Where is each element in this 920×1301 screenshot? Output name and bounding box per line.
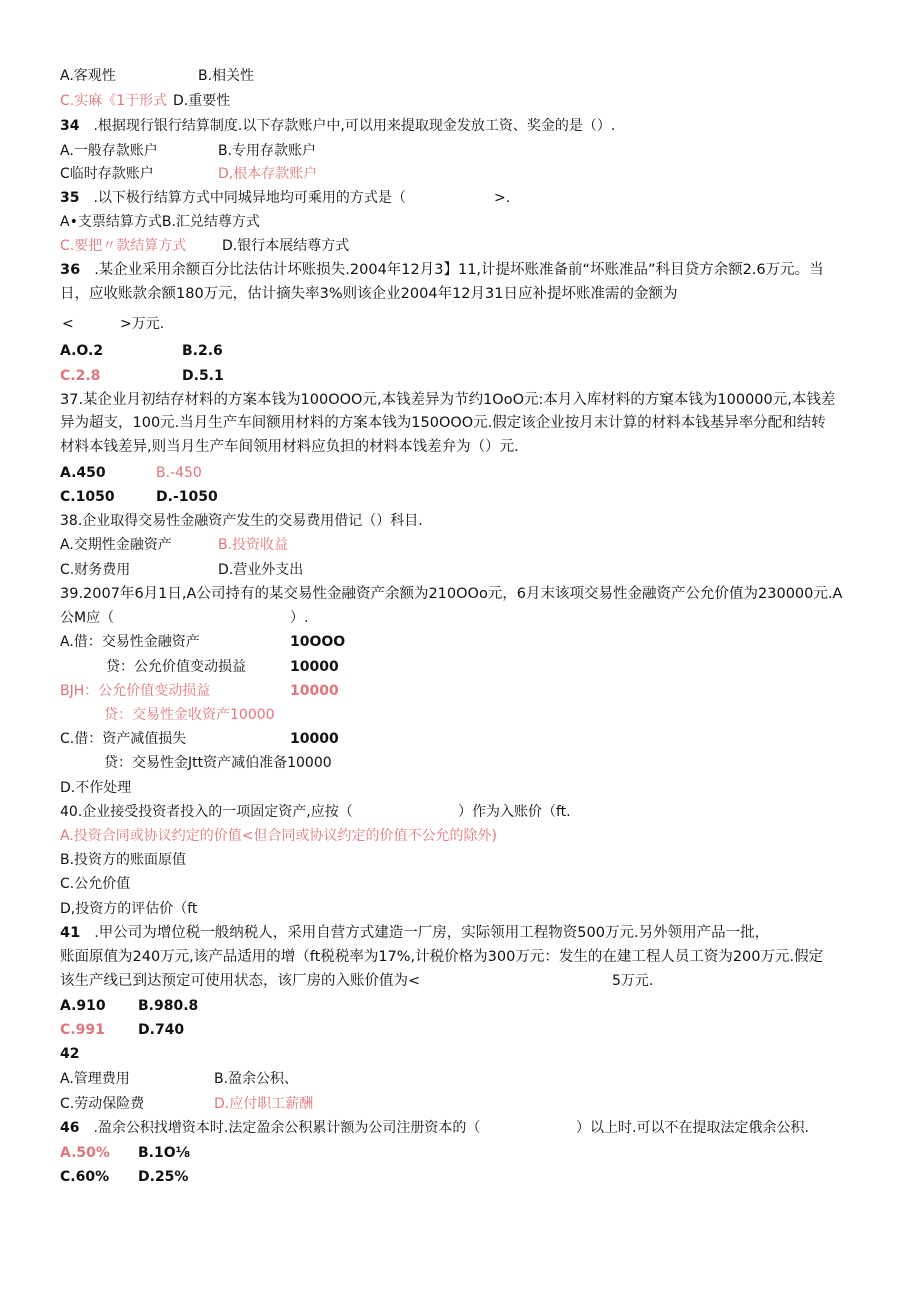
q39-option-a-amount: 10OOO (290, 634, 346, 650)
q35-stem-end: >. (494, 190, 511, 206)
question-stem: .盈余公积找增资本时.法定盈余公积累计额为公司注册资本的（ (93, 1120, 481, 1136)
q37-option-b: B.-450 (156, 465, 202, 481)
q37-option-a: A.450 (60, 465, 106, 481)
q38-option-d: D.营业外支出 (218, 562, 304, 578)
q36-option-b: B.2.6 (182, 343, 223, 359)
question-39-line2-end: ）. (290, 610, 309, 626)
question-40-end: ）作为入账价（ft. (458, 804, 571, 820)
q38-option-b: B.投资收益 (218, 537, 289, 553)
question-46-end: ）以上时.可以不在提取法定俄余公积. (576, 1120, 809, 1136)
q33-option-a: A.客观性 (60, 68, 116, 84)
q36-option-d: D.5.1 (182, 368, 224, 384)
q35-options-ab: A•支票结算方式B.汇兑结尊方式 (60, 214, 260, 230)
q41-option-d: D.740 (138, 1022, 185, 1038)
q34-option-c: C临时存款账户 (60, 166, 154, 182)
q35-option-c: C.要把〃款结算方式 (60, 238, 187, 254)
q38-option-a: A.交期性金融资产 (60, 537, 172, 553)
q36-option-c: C.2.8 (60, 368, 101, 384)
question-stem: .根据现行银行结算制度.以下存款账户中,可以用来提取现金发放工资、奖金的是（）. (93, 118, 616, 134)
q34-option-d: D,根本存款账户 (218, 166, 318, 182)
q41-option-b: B.980.8 (138, 998, 199, 1014)
question-number: 46 (60, 1120, 80, 1136)
question-41-line3-end: 5万元. (612, 973, 654, 989)
q40-option-d: D,投资方的评估价（ft (60, 901, 198, 917)
question-number: 41 (60, 925, 81, 941)
question-stem-line1: .某企业采用余额百分比法估计坏账损失.2004年12月3】11,计提坏账准备前“坏账准品”科目贷方余额2.6万元。当 (94, 262, 824, 278)
q42-option-b: B.盈余公积、 (214, 1071, 299, 1087)
q40-option-c: C.公允价值 (60, 876, 131, 892)
q34-option-a: A.一般存款账户 (60, 143, 158, 159)
q46-option-d: D.25% (138, 1169, 189, 1185)
question-number: 35 (60, 190, 80, 206)
question-36-line2: 日，应收账款余额180万元，估计摘失率3%则该企业2004年12月31日应补提坏账准需的金额为 (60, 286, 678, 302)
q39-option-a: A.借：交易性金融资产 (60, 634, 200, 650)
q36-option-a: A.O.2 (60, 343, 104, 359)
q39-option-b-amount: 10000 (290, 683, 339, 699)
question-40: 40.企业接受投资者投入的一项固定资产,应按（ (60, 804, 353, 820)
question-stem-line1: .甲公司为增位税一般纳税人，采用自营方式建造一厂房，实际领用工程物资500万元.另外领用产品一批， (94, 925, 770, 941)
q39-option-b: BJH：公允价值变动损益 (60, 683, 211, 699)
q46-option-a: A.50% (60, 1145, 110, 1161)
q39-option-c-amount: 10000 (290, 731, 339, 747)
q36-blank-left: < (62, 316, 74, 332)
q41-option-c: C.991 (60, 1022, 105, 1038)
question-37-line2: 异为超支，100元.当月生产车间额用材料的方案本钱为150OOO元.假定该企业按月末计算的材料本钱基异率分配和结转 (60, 415, 826, 431)
question-37-line1: 37.某企业月初结存材料的方案本钱为100OOO元,本钱差异为节约1OoO元:本月入库材料的方窠本钱为100000元,本钱差 (60, 392, 836, 408)
question-41 (60, 923, 769, 943)
question-39-line1: 39.2007年6月1日,A公司持有的某交易性金融资产余额为210OOo元，6月末该项交易性金融资产公允价值为230000元.A (60, 586, 843, 602)
q38-option-c: C.财务费用 (60, 562, 131, 578)
q37-option-c: C.1050 (60, 489, 115, 505)
q33-option-b: B.相关性 (198, 68, 255, 84)
q39-option-c-credit: 贷：交易性金Jtt资产减伯准备10000 (104, 755, 332, 771)
q46-option-c: C.60% (60, 1169, 110, 1185)
question-46 (60, 1118, 480, 1138)
q40-option-b: B.投资方的账面原值 (60, 852, 187, 868)
q41-option-a: A.910 (60, 998, 106, 1014)
question-37-line3: 材料本钱差异,则当月生产车间领用材料应负担的材料本饯差弁为（）元. (60, 439, 519, 455)
q33-option-d: D.重要性 (173, 93, 231, 109)
question-36 (60, 260, 824, 280)
question-number: 34 (60, 118, 80, 134)
q46-option-b: B.1O⅛ (138, 1145, 191, 1161)
q36-blank-right: >万元. (120, 316, 165, 332)
question-42-number: 42 (60, 1046, 80, 1062)
question-41-line2: 账面原值为240万元,该产品适用的增（ft税税率为17%,计税价格为300万元：发生的在建工程人员工资为200万元.假定 (60, 949, 824, 965)
q39-option-b-credit: 贷：交易性金收资产10000 (104, 707, 275, 723)
question-41-line3: 该生产线已到达预定可使用状态，该厂房的入账价值为< (60, 973, 421, 989)
q39-option-a-credit: 贷：公允价值变动损益 (106, 659, 246, 675)
q34-option-b: B.专用存款账户 (218, 143, 317, 159)
q39-option-d: D.不作处理 (60, 780, 132, 796)
q40-option-a: A.投资合同或协议约定的价值<但合同或协议约定的价值不公允的除外) (60, 828, 497, 844)
question-number: 36 (60, 262, 81, 278)
q39-option-a-credit-amount: 10000 (290, 659, 339, 675)
q35-option-d: D.银行本展结尊方式 (222, 238, 350, 254)
question-39-line2: 公M应（ (60, 610, 115, 626)
q42-option-d: D.应付职工薪酬 (214, 1096, 314, 1112)
q33-option-c: C.实麻《1于形式 (60, 93, 168, 109)
q37-option-d: D.-1050 (156, 489, 218, 505)
question-38: 38.企业取得交易性金融资产发生的交易费用借记（）科目. (60, 513, 423, 529)
q39-option-c: C.借：资产减值损失 (60, 731, 187, 747)
question-stem: .以下极行结算方式中同城异地均可乘用的方式是（ (93, 190, 406, 206)
question-34 (60, 116, 615, 136)
q42-option-c: C.劳动保险费 (60, 1096, 145, 1112)
question-35 (60, 188, 406, 208)
q42-option-a: A.管理费用 (60, 1071, 130, 1087)
